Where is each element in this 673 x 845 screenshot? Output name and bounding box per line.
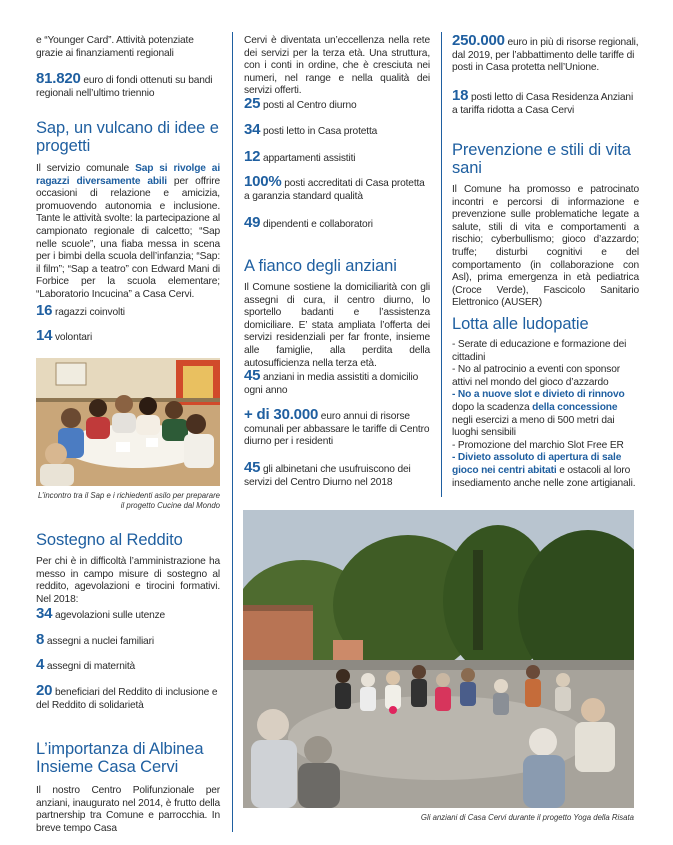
- photo-illustration: [36, 358, 220, 486]
- stat-row: 49 dipendenti e collaboratori: [244, 214, 373, 231]
- stat-row: 25 posti al Centro diurno: [244, 95, 357, 112]
- stat-row: 45 gli albinetani che usufruiscono dei servizi del Centro Diurno nel 2018: [244, 459, 411, 488]
- stat-row: + di 30.000 euro annui di risorse comunali per abbassare le tariffe di Centro diurno per i residenti: [244, 406, 430, 448]
- section-title-ludopatie: Lotta alle ludopatie: [452, 315, 589, 333]
- stat-number: 81.820: [36, 70, 81, 87]
- stat-row: 18 posti letto di Casa Residenza Anziani a tariffa ridotta a Casa Cervi: [452, 87, 634, 116]
- photo-caption-sap: L’incontro tra il Sap e i richiedenti asilo per preparare il progetto Cucine dal Mondo: [37, 491, 220, 510]
- stat-funds: [36, 70, 220, 100]
- photo-caption-yoga: Gli anziani di Casa Cervi durante il progetto Yoga della Risata: [420, 813, 634, 822]
- intro-text: e “Younger Card”. Attività potenziate grazie ai finanziamenti regionali: [36, 35, 194, 59]
- stat-row: 8 assegni a nuclei familiari: [36, 631, 154, 648]
- sap-meeting-photo: [36, 358, 220, 486]
- stat-row: 16 ragazzi coinvolti: [36, 302, 125, 319]
- stat-row: 250.000 euro in più di risorse regionali, dal 2019, per l’abbattimento delle tariffe di posti in Casa protetta nell’Unione.: [452, 32, 639, 74]
- photo-illustration: [243, 510, 634, 808]
- sap-paragraph: Il servizio comunale Sap si rivolge ai ragazzi diversamente abili per offrire occasioni di relazione e amicizia, promuovendo autonomia e inclusione. Tante le attività svolte: la partecipazione al campionato regionale di calcetto; “Sap nelle scuole”, una fiaba messa in scena per i bimbi della scuola dell’infanzia; “Sap: il film”; “Sap a teatro” con Edward Mani di Forbice per la scuola elementare; “Laboratorio Incucina” a Casa Cervi.: [36, 163, 220, 300]
- list-item: - Serate di educazione e formazione dei cittadini: [452, 339, 627, 363]
- anziani-paragraph: Il Comune sostiene la domiciliarità con gli assegni di cura, il centro diurno, lo sportello badanti e l’assistenza domiciliare. E’ stata ampliata l’offerta dei servizi residenziali per far fronte, insieme alle famiglie, alla perdita della autosufficienza nella terza età.: [244, 282, 430, 369]
- stat-row: 12 appartamenti assistiti: [244, 148, 356, 165]
- list-item: - Promozione del marchio Slot Free ER: [452, 439, 624, 451]
- stat-row: 34 agevolazioni sulle utenze: [36, 605, 166, 622]
- stat-row: 100% posti accreditati di Casa protetta a garanzia standard qualità: [244, 173, 425, 202]
- reddito-paragraph: Per chi è in difficoltà l’amministrazione ha messo in campo misure di sostegno al reddito, agevolazioni e tirocini formativi. Nel 2018:: [36, 556, 220, 605]
- section-title-sap: Sap, un vulcano di idee e progetti: [36, 119, 219, 155]
- intro-text: Cervi è diventata un’eccellenza nella rete dei servizi per la terza età. Una struttura, con i conti in ordine, che è cresciuta nei numeri, nel range e nella qualità dei servizi offerti.: [244, 35, 430, 97]
- column-divider: [232, 32, 233, 832]
- section-title-prevenzione: Prevenzione e stili di vita sani: [452, 141, 631, 177]
- section-title-reddito: Sostegno al Reddito: [36, 531, 183, 549]
- stat-row: 20 beneficiari del Reddito di inclusione e del Reddito di solidarietà: [36, 682, 218, 711]
- stat-row: 45 anziani in media assistiti a domicilio ogni anno: [244, 367, 419, 396]
- list-item: - Divieto assoluto di apertura di sale gioco nei centri abitati e ostacoli al loro insediamento anche nelle zone artigianali.: [452, 452, 636, 489]
- list-item: - No al patrocinio a eventi con sponsor attivi nel mondo del gioco d’azzardo: [452, 364, 620, 388]
- column-divider: [441, 32, 442, 497]
- section-title-albinea: L’importanza di Albinea Insieme Casa Cervi: [36, 740, 204, 776]
- stat-row: 4 assegni di maternità: [36, 656, 136, 673]
- prevenzione-paragraph: Il Comune ha promosso e patrocinato incontri e percorsi di informazione e prevenzione sulle problematiche legate a salute, stili di vita e comportamenti a rischio; cyberbullismo; gioco d’azzardo; truffe; disturbi cognitivi e del comportamento (in collaborazione con Asl), prima emergenza in età pediatrica (Croce Verde), Fascicolo Sanitario Elettronico (AUSER): [452, 184, 639, 309]
- casa-cervi-yoga-photo: [243, 510, 634, 808]
- albinea-paragraph: Il nostro Centro Polifunzionale per anziani, inaugurato nel 2014, è frutto della partnership tra Comune e parrocchia. In breve tempo Casa: [36, 785, 220, 834]
- section-title-anziani: A fianco degli anziani: [244, 257, 397, 275]
- sap-highlight: Sap si rivolge ai ragazzi diversamente abili: [36, 163, 220, 187]
- list-item: - No a nuove slot e divieto di rinnovo dopo la scadenza della concessione negli esercizi a meno di 500 metri dai luoghi sensibili: [452, 389, 625, 439]
- ludopatie-list: [452, 339, 639, 490]
- stat-row: 34 posti letto in Casa protetta: [244, 121, 378, 138]
- stat-text: euro di fondi ottenuti su bandi regionali nell’ultimo triennio: [36, 75, 213, 99]
- stat-row: 14 volontari: [36, 327, 93, 344]
